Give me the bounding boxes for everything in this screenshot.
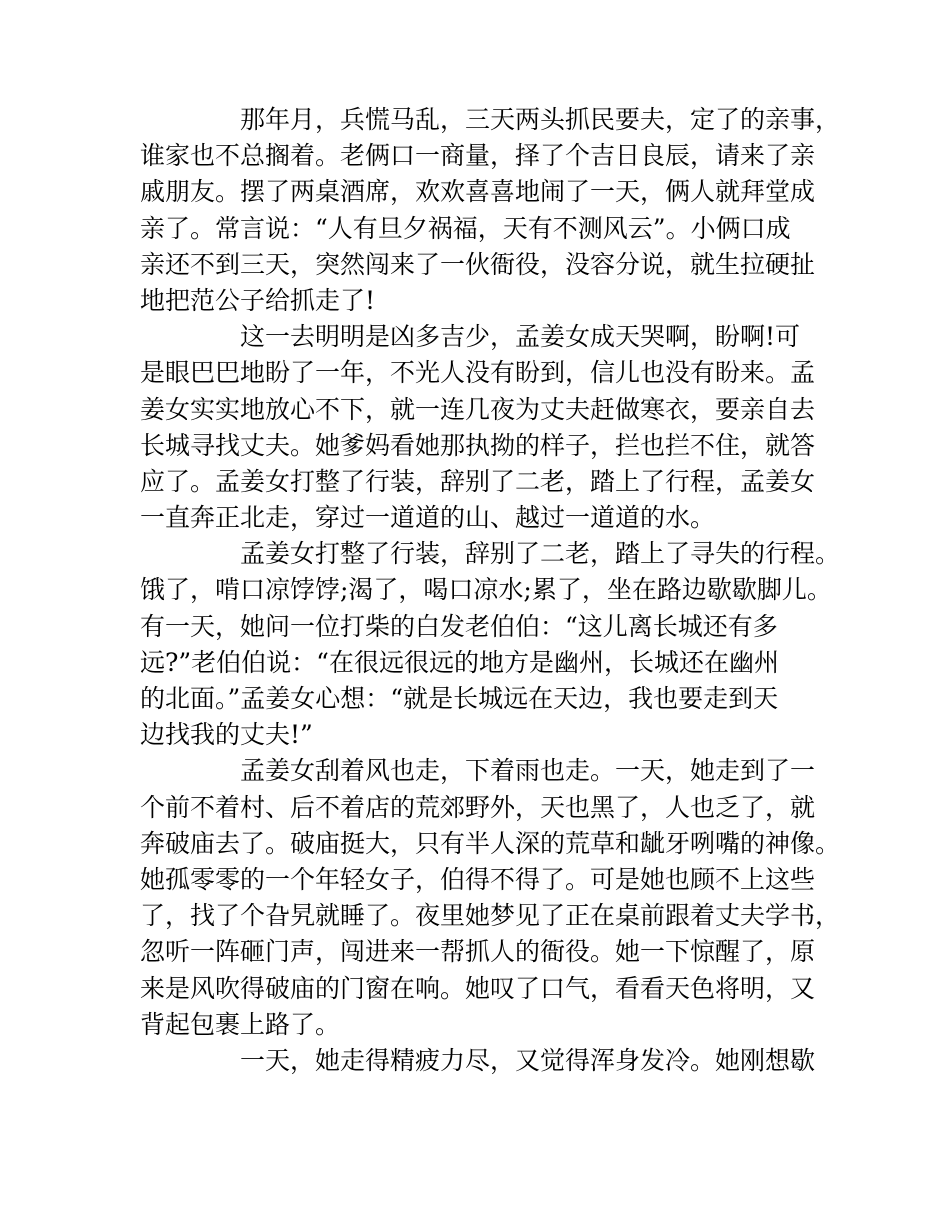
paragraph-5 [140,1043,830,1079]
paragraph-3 [140,536,841,753]
text-line: 来是风吹得破庙的门窗在响。她叹了口气，看看天色将明，又 [140,973,816,1003]
text-line: 戚朋友。摆了两桌酒席，欢欢喜喜地闹了一天，俩人就拜堂成 [140,177,816,207]
text-line: 长城寻找丈夫。她爹妈看她那执拗的样子，拦也拦不住，就答 [140,430,816,460]
text-line: 地把范公子给抓走了! [140,285,376,315]
text-line: 个前不着村、后不着店的荒郊野外，天也黑了，人也乏了，就 [140,792,816,822]
text-line: 谁家也不总搁着。老俩口一商量，择了个吉日良辰，请来了亲 [140,141,816,171]
text-line: 背起包裹上路了。 [140,1009,341,1039]
text-line: 她孤零零的一个年轻女子，伯得不得了。可是她也顾不上这些 [140,864,816,894]
text-line: 一直奔正北走，穿过一道道的山、越过一道道的水。 [140,503,716,533]
text-line: 的北面。”孟姜女心想：“就是长城远在天边，我也要走到天 [140,684,779,713]
text-line: 那年月，兵慌马乱，三天两头抓民要夫，定了的亲事， [240,105,841,134]
text-line: 饿了，啃口凉饽饽;渴了，喝口凉水;累了，坐在路边歇歇脚儿。 [140,575,832,605]
text-line: 忽听一阵砸门声，闯进来一帮抓人的衙役。她一下惊醒了，原 [140,937,816,967]
text-line: 孟姜女刮着风也走，下着雨也走。一天，她走到了一 [240,756,816,786]
text-line: 亲还不到三天，突然闯来了一伙衙役，没容分说，就生拉硬扯 [140,249,816,279]
text-line: 亲了。常言说：“人有旦夕祸福，天有不测风云”。小俩口成 [140,213,791,243]
text-line: 是眼巴巴地盼了一年，不光人没有盼到，信儿也没有盼来。孟 [140,358,816,388]
text-line: 这一去明明是凶多吉少，孟姜女成天哭啊，盼啊!可 [240,322,801,352]
text-line: 姜女实实地放心不下，就一连几夜为丈夫赶做寒衣，要亲自去 [140,394,816,424]
text-line: 应了。孟姜女打整了行装，辞别了二老，踏上了行程，孟姜女 [140,466,816,496]
text-line: 远?”老伯伯说：“在很远很远的地方是幽州，长城还在幽州 [140,647,779,677]
paragraph-2 [140,319,830,536]
text-line: 有一天，她问一位打柴的白发老伯伯：“这儿离长城还有多 [140,611,778,641]
text-line: 边找我的丈夫!” [140,720,313,750]
paragraph-1 [140,102,841,319]
text-line: 奔破庙去了。破庙挺大，只有半人深的荒草和龇牙咧嘴的神像。 [140,828,841,858]
text-line: 了，找了个旮旯就睡了。夜里她梦见了正在桌前跟着丈夫学书， [140,901,841,931]
text-line: 一天，她走得精疲力尽，又觉得浑身发冷。她刚想歇 [240,1045,816,1075]
paragraph-4 [140,753,841,1043]
document-page [140,102,841,1079]
text-line: 孟姜女打整了行装，辞别了二老，踏上了寻失的行程。 [240,539,841,569]
